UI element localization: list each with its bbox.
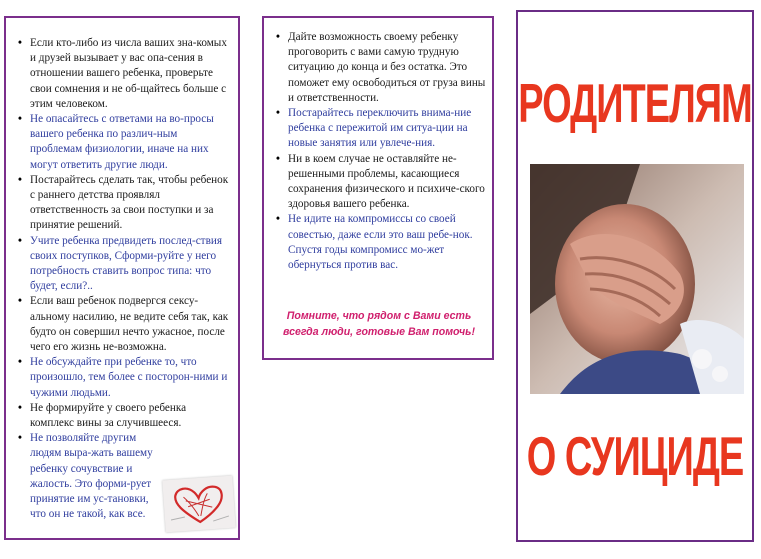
cover-title-bottom: О СУИЦИДЕ [526, 427, 744, 489]
cover-photo [530, 164, 744, 394]
cover-panel [516, 10, 754, 542]
left-advice-item-6: • Не обсуждайте при ребенке то, что произошло, тем более с посторон-ними и чужими людьми. [16, 355, 232, 401]
middle-advice-item-3: • Ни в коем случае не оставляйте не-решенными проблемы, касающиеся сохранения физического и психиче-ского здоровья вашего ребенка. [274, 152, 488, 213]
heart-sketch-image [162, 476, 235, 533]
left-advice-item-4: • Учите ребенка предвидеть послед-ствия своих поступков, Сформи-руйте у него потребность ставить вопрос типа: что будет, если?.. [16, 234, 232, 295]
left-advice-item-3: • Постарайтесь сделать так, чтобы ребенок с раннего детства проявлял ответственность за свои поступки и за принятие решений. [16, 173, 232, 234]
middle-advice-list [274, 30, 488, 273]
left-panel [4, 16, 240, 540]
middle-panel [262, 16, 494, 360]
distressed-person-photo-icon [530, 164, 744, 394]
remember-note [276, 308, 482, 340]
heart-icon [162, 476, 235, 533]
left-advice-list [16, 36, 232, 523]
remember-line-2: всегда люди, готовые Вам помочь! [282, 326, 475, 338]
middle-advice-item-4: • Не идите на компромиссы со своей совестью, даже если это ваш ребе-нок. Спустя годы компромисс мо-жет обернуться против вас. [274, 212, 488, 273]
left-advice-item-1: • Если кто-либо из числа ваших зна-комых и друзей вызывает у вас опа-сения в отношении вашего ребенка, проверьте свои сомнения и не об-щайтесь больше с этим человеком. [16, 36, 232, 112]
left-advice-item-2: • Не опасайтесь с ответами на во-просы вашего ребенка по различ-ным проблемам физиологии, иначе на них могут ответить другие люди. [16, 112, 232, 173]
left-advice-item-7: • Не формируйте у своего ребенка комплекс вины за случившееся. [16, 401, 232, 431]
middle-advice-item-2: • Постарайтесь переключить внима-ние ребенка с пережитой им ситуа-ции на новые занятия или увлече-ния. [274, 106, 488, 152]
left-advice-item-5: • Если ваш ребенок подвергся сексу-альному насилию, не ведите себя так, как будто он совершил нечто ужасное, после чего его жизнь не-возможна. [16, 294, 232, 355]
left-advice-item-8: • Не позволяйте другим людям выра-жать вашему ребенку сочувствие и жалость. Это форми-рует принятие им ус-тановки, что он не такой, как все. [16, 431, 232, 522]
cover-title-top: РОДИТЕЛЯМ [518, 74, 752, 136]
remember-line-1: Помните, что рядом с Вами есть [286, 310, 472, 322]
middle-advice-item-1: • Дайте возможность своему ребенку проговорить с вами самую трудную ситуацию до конца и без остатка. Это поможет ему освободиться от груза вины и ответственности. [274, 30, 488, 106]
